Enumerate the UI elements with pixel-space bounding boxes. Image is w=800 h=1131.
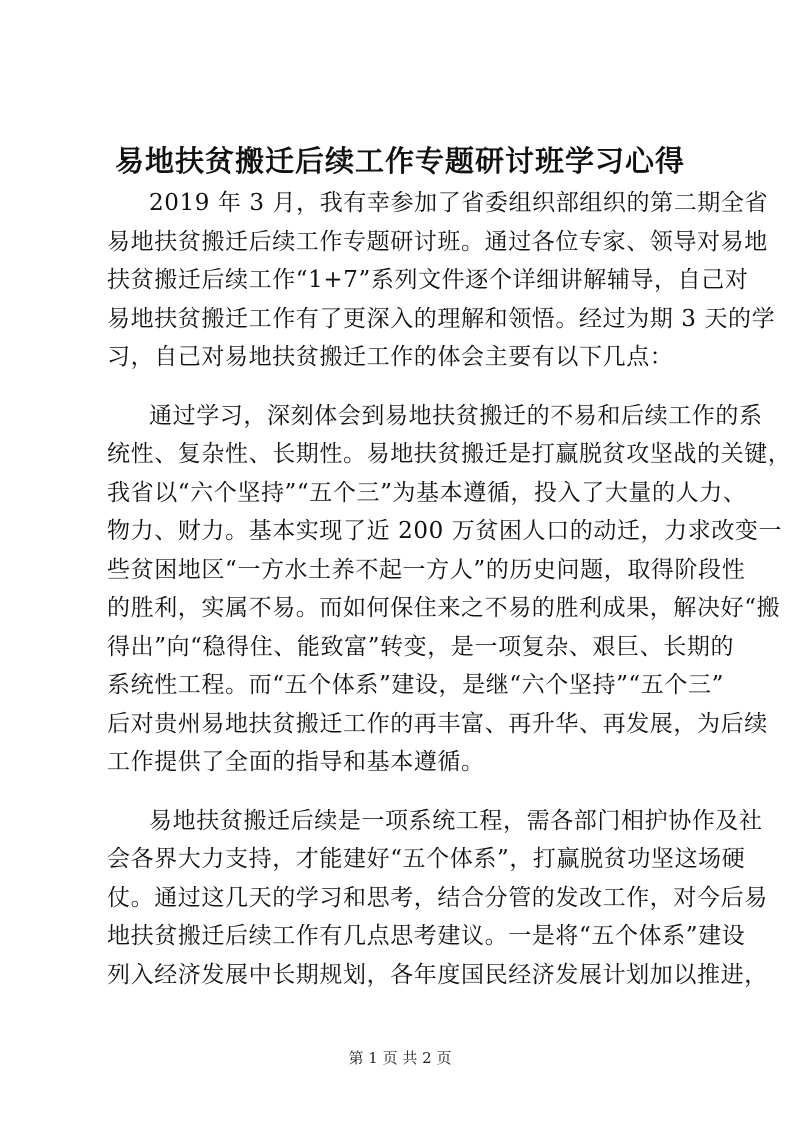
paragraph-line: 后对贵州易地扶贫搬迁工作的再丰富、再升华、再发展，为后续 [107,710,768,737]
page-footer [0,1048,800,1068]
paragraph-line: 2019 年 3 月，我有幸参加了省委组织部组织的第二期全省 [149,190,769,216]
paragraph-line: 些贫困地区“一方水土养不起一方人”的历史问题，取得阶段性 [107,556,746,583]
paragraph-line: 系统性工程。而“五个体系”建设，是继“六个坚持”“五个三” [107,672,724,698]
paragraph-line: 物力、财力。基本实现了近 200 万贫困人口的动迁，力求改变一 [107,518,783,544]
paragraph-1 [107,184,776,377]
paragraph-line: 我省以“六个坚持”“五个三”为基本遵循，投入了大量的人力、 [107,479,747,506]
document-body [107,184,792,994]
paragraph-2 [107,397,792,782]
paragraph-line: 扶贫搬迁后续工作“1+7”系列文件逐个详细讲解辅导，自己对 [107,267,749,293]
paragraph-line: 通过学习，深刻体会到易地扶贫搬迁的不易和后续工作的系 [149,402,763,429]
paragraph-spacer [107,377,707,397]
paragraph-line: 统性、复杂性、长期性。易地扶贫搬迁是打赢脱贫攻坚战的关键， [107,441,792,467]
paragraph-line: 列入经济发展中长期规划，各年度国民经济发展计划加以推进， [107,961,768,988]
paragraph-line: 易地扶贫搬迁后续工作专题研讨班。通过各位专家、领导对易地 [107,228,768,255]
paragraph-line: 地扶贫搬迁后续工作有几点思考建议。一是将“五个体系”建设 [107,923,746,949]
document-title: 易地扶贫搬迁后续工作专题研讨班学习心得 [114,144,685,178]
paragraph-line: 易地扶贫搬迁工作有了更深入的理解和领悟。经过为期 3 天的学 [107,305,776,332]
paragraph-line: 会各界大力支持，才能建好“五个体系”，打赢脱贫功坚这场硬 [107,846,746,872]
paragraph-line: 易地扶贫搬迁后续是一项系统工程，需各部门相护协作及社 [149,807,763,834]
paragraph-line: 仗。通过这几天的学习和思考，结合分管的发改工作，对今后易 [107,884,768,911]
page-indicator: 第 1 页 共 2 页 [348,1049,452,1067]
paragraph-line: 的胜利，实属不易。而如何保住来之不易的胜利成果，解决好“搬 [107,595,781,621]
paragraph-line: 习，自己对易地扶贫搬迁工作的体会主要有以下几点： [107,344,674,370]
paragraph-line: 得出”向“稳得住、能致富”转变，是一项复杂、艰巨、长期的 [107,633,735,660]
paragraph-3 [107,802,768,995]
paragraph-spacer [107,782,707,802]
paragraph-line: 工作提供了全面的指导和基本遵循。 [107,749,485,775]
